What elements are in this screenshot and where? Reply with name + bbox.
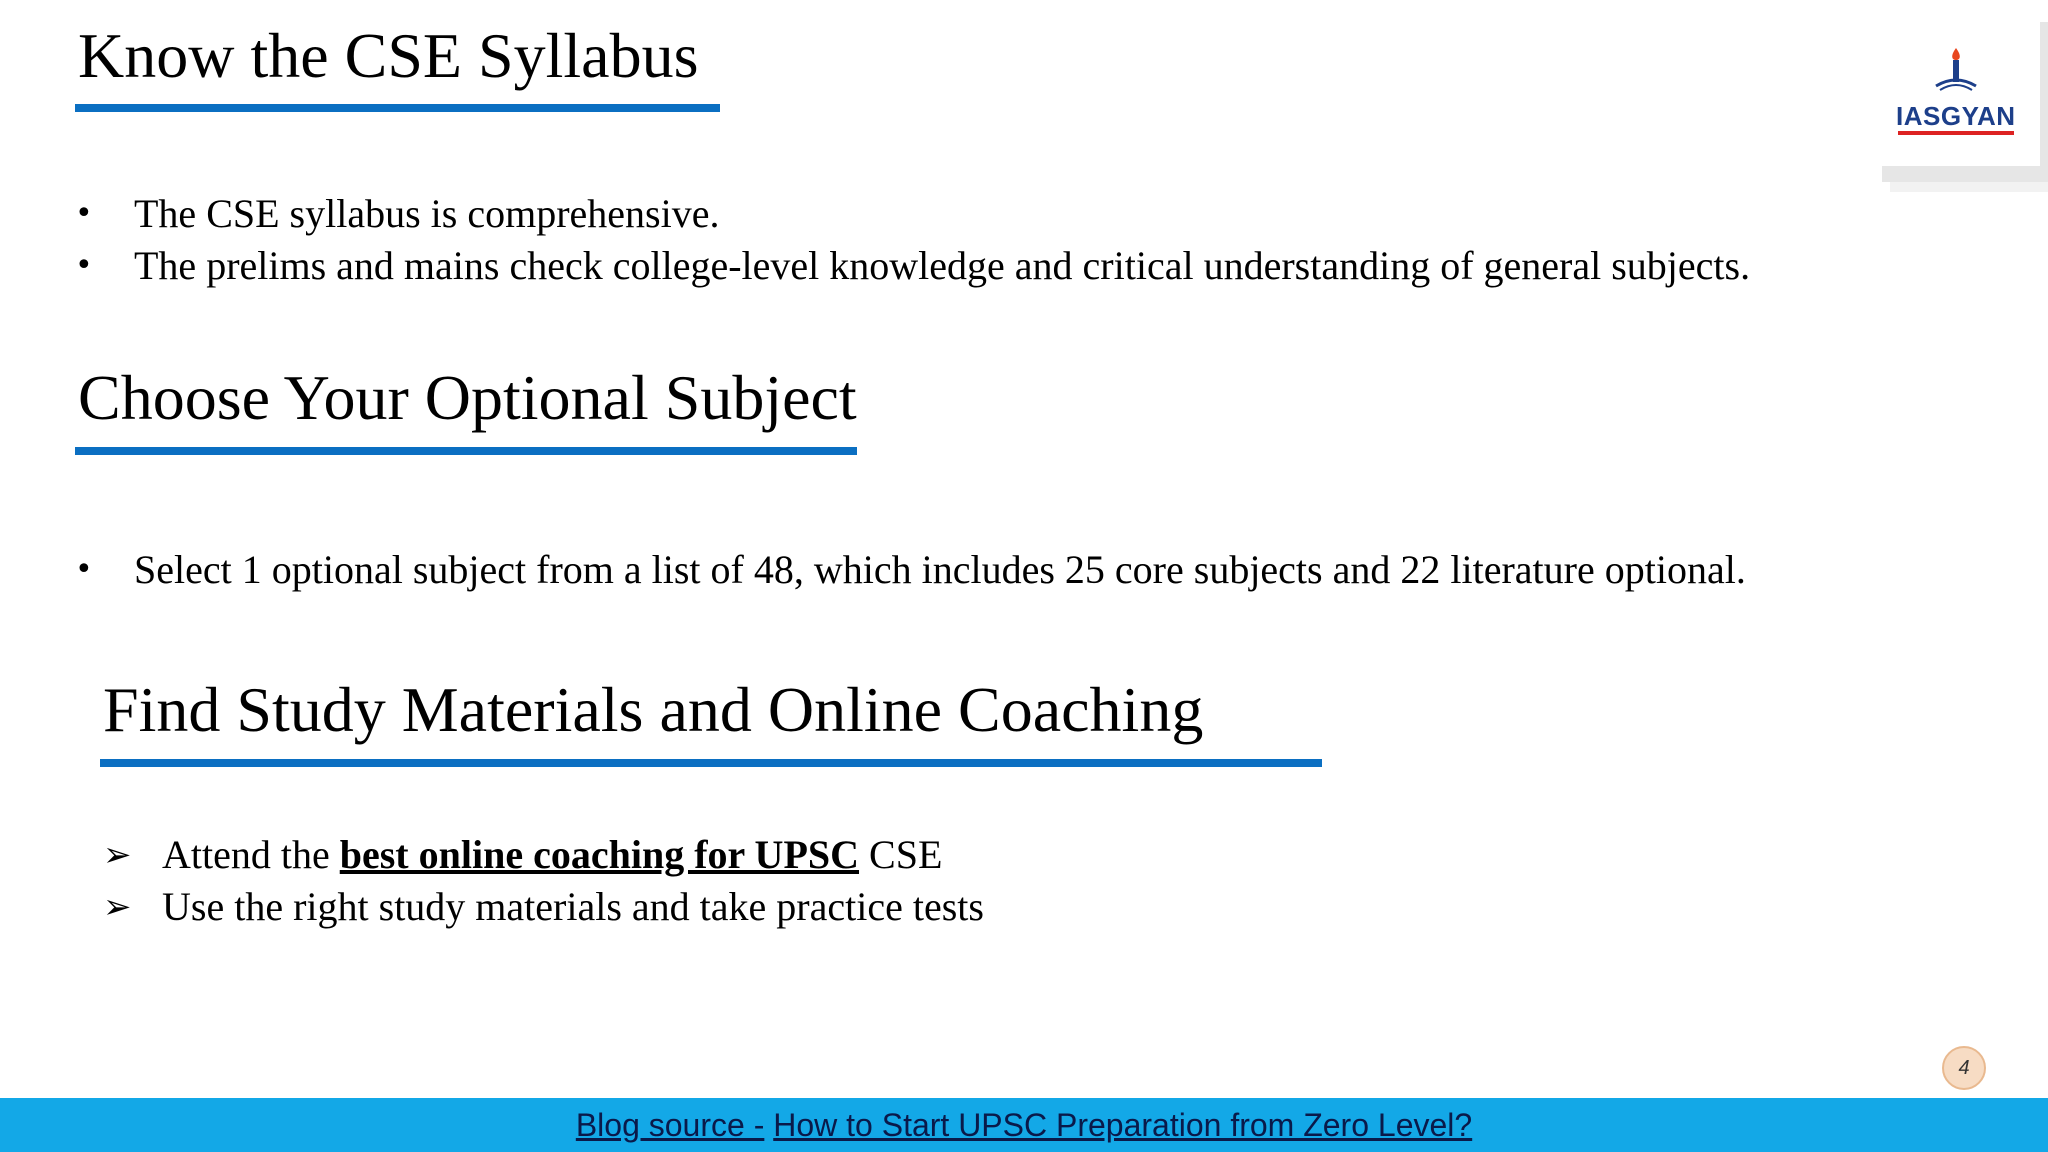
list-item	[75, 240, 1750, 292]
heading-find-study-materials: Find Study Materials and Online Coaching	[103, 674, 1204, 745]
list-item-text: The prelims and mains check college-level knowledge and critical understanding of general subjects.	[134, 243, 1751, 288]
iasgyan-logo	[1872, 6, 2040, 166]
logo-tagline-bar	[1898, 131, 2014, 135]
heading-know-cse-syllabus: Know the CSE Syllabus	[78, 20, 699, 91]
heading-choose-optional-subject: Choose Your Optional Subject	[78, 362, 857, 433]
blog-source-link[interactable]: How to Start UPSC Preparation from Zero Level?	[773, 1107, 1473, 1143]
arrow-bullet-icon: ➢	[103, 887, 132, 927]
list-item	[75, 188, 1750, 240]
list-item	[103, 881, 984, 933]
list-item-text-after: CSE	[859, 832, 943, 877]
optional-subject-bullet-list	[75, 544, 1746, 596]
list-item-text-before: Attend the	[162, 832, 340, 877]
list-item	[75, 544, 1746, 596]
footer-bar	[0, 1098, 2048, 1152]
list-item	[103, 829, 984, 881]
syllabus-bullet-list	[75, 188, 1750, 292]
arrow-bullet-icon: ➢	[103, 835, 132, 875]
bullet-icon: •	[75, 248, 93, 283]
heading-underline	[100, 759, 1322, 767]
bullet-icon: •	[75, 552, 93, 587]
torch-emblem-icon	[1926, 46, 1986, 96]
list-item-text: Select 1 optional subject from a list of 48, which includes 25 core subjects and 22 literature optional.	[134, 547, 1746, 592]
blog-source-label[interactable]: Blog source -	[575, 1107, 765, 1143]
heading-underline	[75, 104, 720, 112]
list-item-text: Use the right study materials and take practice tests	[162, 884, 984, 929]
heading-underline	[75, 447, 857, 455]
page-number-badge: 4	[1942, 1046, 1986, 1090]
bullet-icon: •	[75, 196, 93, 231]
best-online-coaching-link[interactable]: best online coaching for UPSC	[339, 832, 860, 877]
study-materials-arrow-list	[103, 829, 984, 933]
logo-wordmark: IASGYAN	[1896, 101, 2016, 131]
list-item-text: The CSE syllabus is comprehensive.	[134, 191, 720, 236]
